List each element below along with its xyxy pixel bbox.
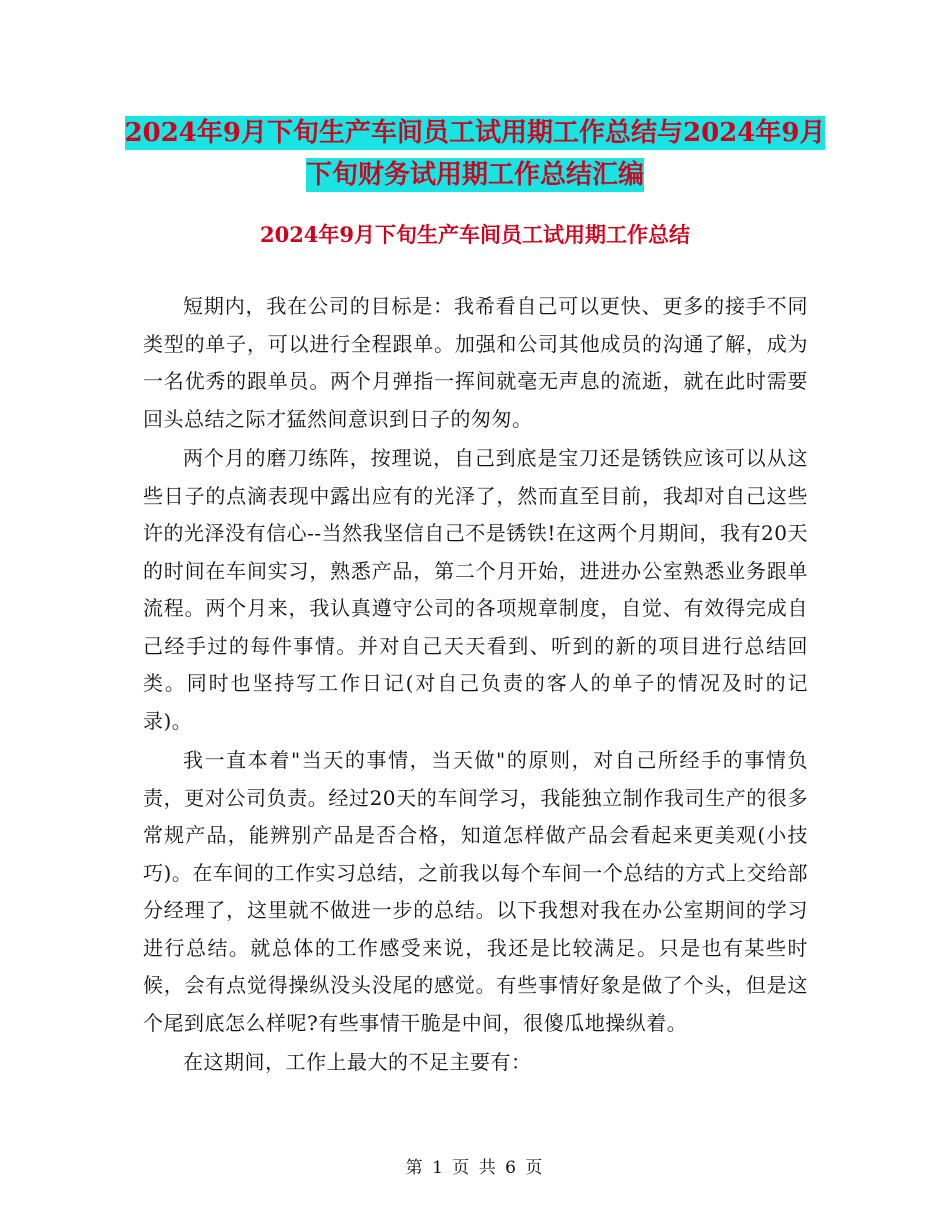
- body-text: [143, 288, 808, 1084]
- section-heading: 2024年9月下旬生产车间员工试用期工作总结: [259, 222, 691, 247]
- document-title-text: 2024年9月下旬生产车间员工试用期工作总结与2024年9月下旬财务试用期工作总结汇编: [124, 118, 826, 190]
- paragraph: 在这期间，工作上最大的不足主要有：: [183, 1050, 532, 1074]
- paragraph: 两个月的磨刀练阵，按理说，自己到底是宝刀还是锈铁应该可以从这些日子的点滴表现中露出应有的光泽了，然而直至目前，我却对自己这些许的光泽没有信心--当然我坚信自己不是锈铁!在这两个月期间，我有20天的时间在车间实习，熟悉产品，第二个月开始，进进办公室熟悉业务跟单流程。两个月来，我认真遵守公司的各项规章制度，自觉、有效得完成自己经手过的每件事情。并对自己天天看到、听到的新的项目进行总结回类。同时也坚持写工作日记(对自己负责的客人的单子的情况及时的记录)。: [143, 446, 808, 733]
- page-footer: 第 1 页 共 6 页: [405, 1158, 545, 1178]
- paragraph: 我一直本着"当天的事情，当天做"的原则，对自己所经手的事情负责，更对公司负责。经过20天的车间学习，我能独立制作我司生产的很多常规产品，能辨别产品是否合格，知道怎样做产品会看起来更美观(小技巧)。在车间的工作实习总结，之前我以每个车间一个总结的方式上交给部分经理了，这里就不做进一步的总结。以下我想对我在办公室期间的学习进行总结。就总体的工作感受来说，我还是比较满足。只是也有某些时候，会有点觉得操纵没头没尾的感觉。有些事情好象是做了个头，但是这个尾到底怎么样呢?有些事情干脆是中间，很傻瓜地操纵着。: [143, 748, 808, 1035]
- paragraph: 短期内，我在公司的目标是：我希看自己可以更快、更多的接手不同类型的单子，可以进行全程跟单。加强和公司其他成员的沟通了解，成为一名优秀的跟单员。两个月弹指一挥间就毫无声息的流逝，就在此时需要回头总结之际才猛然间意识到日子的匆匆。: [143, 294, 808, 431]
- document-title: [120, 112, 830, 196]
